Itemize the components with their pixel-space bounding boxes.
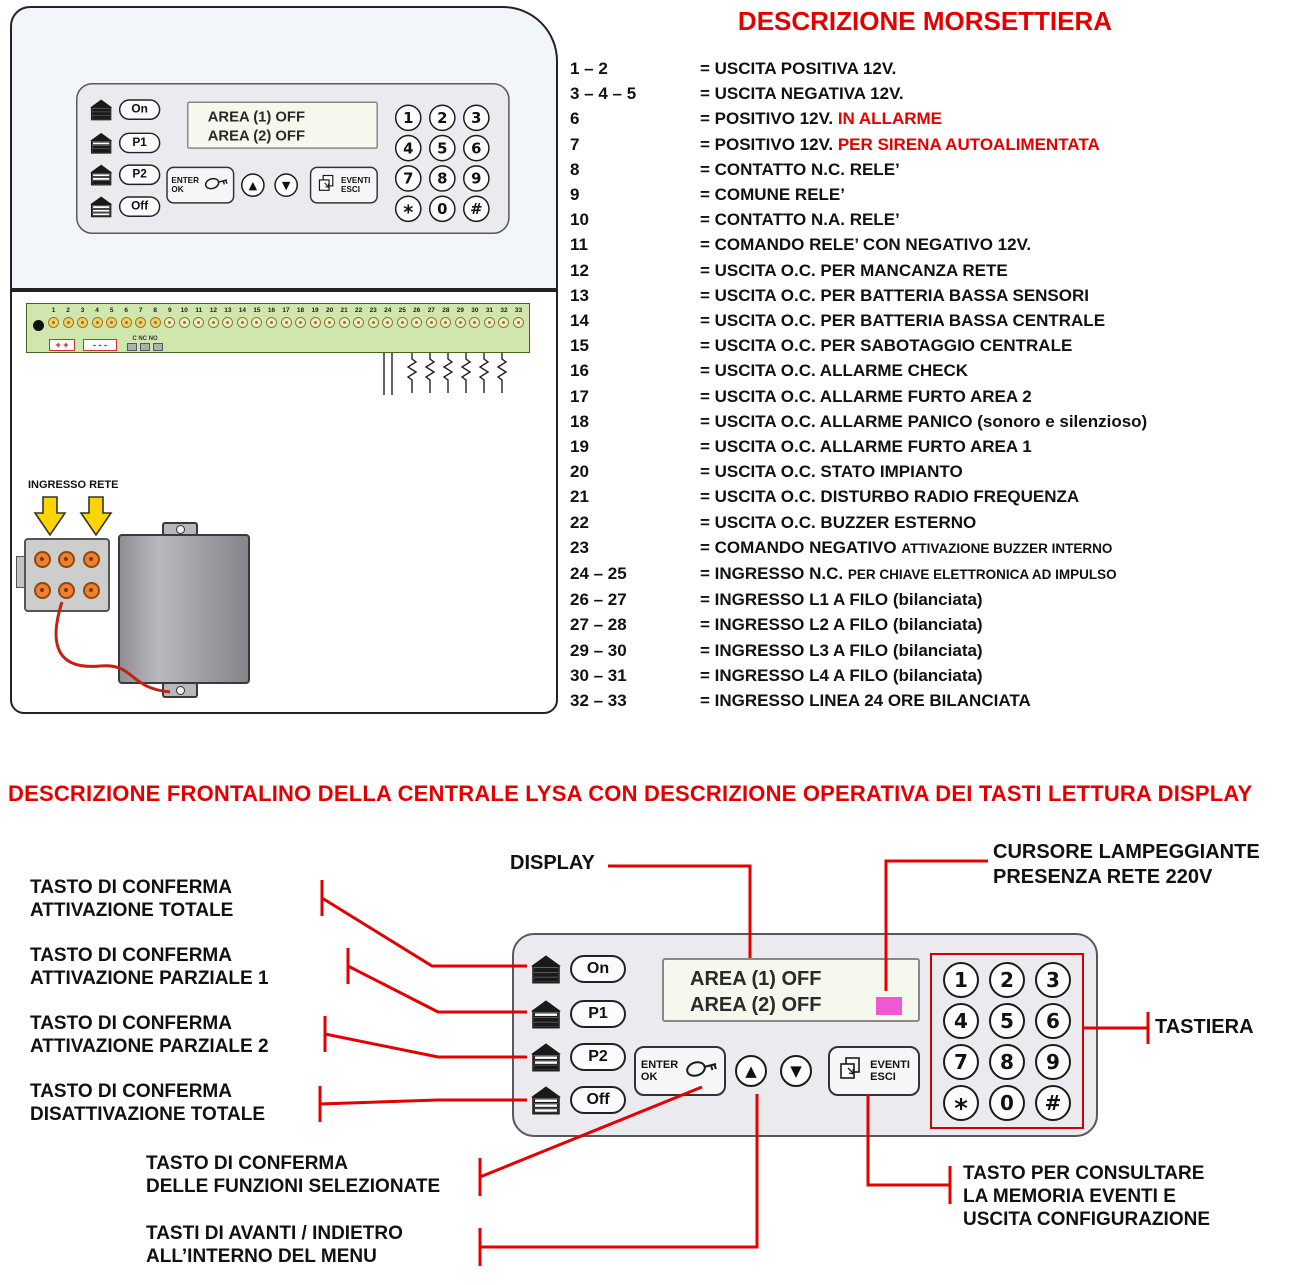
terminal-row [570, 561, 1288, 587]
terminal-22: 22 [352, 307, 365, 328]
terminal-29: 29 [454, 307, 467, 328]
terminal-26: 26 [410, 307, 423, 328]
key-icon [203, 174, 230, 197]
screw-terminal-icon [266, 317, 277, 328]
relay-pads-icon [127, 343, 163, 351]
screw-terminal-icon [353, 317, 364, 328]
terminal-description: = USCITA O.C. PER BATTERIA BASSA SENSORI [700, 285, 1089, 305]
down-arrow-button: ▼ [780, 1055, 812, 1087]
terminal-23: 23 [367, 307, 380, 328]
screw-terminal-icon [48, 317, 59, 328]
front-panel [512, 933, 1098, 1137]
screw-terminal-icon [484, 317, 495, 328]
pages-icon [838, 1056, 864, 1087]
key-icon [683, 1056, 719, 1087]
house-partial1-icon [529, 999, 563, 1029]
terminal-numbers: 32 – 33 [570, 691, 627, 711]
morsettiera-list [570, 56, 1288, 713]
terminal-numbers: 26 – 27 [570, 590, 627, 610]
house-partial1-icon [89, 132, 114, 154]
terminal-numbers: 19 [570, 437, 589, 457]
arm-partial2-row [529, 1042, 626, 1072]
terminal-row [570, 132, 1288, 157]
screw-terminal-icon [179, 317, 190, 328]
red-wire-icon [30, 596, 230, 706]
terminal-description: = CONTATTO N.A. RELE’ [700, 210, 900, 230]
terminal-row [570, 157, 1288, 182]
screw-terminal-icon [469, 317, 480, 328]
terminal-33: 33 [512, 307, 525, 328]
terminal-6: 6 [120, 307, 133, 328]
terminal-description: = INGRESSO L1 A FILO (bilanciata) [700, 590, 983, 610]
terminal-description: = USCITA O.C. PER MANCANZA RETE [700, 260, 1008, 280]
terminal-description: = USCITA O.C. ALLARME FURTO AREA 2 [700, 386, 1032, 406]
terminal-numbers: 6 [570, 109, 580, 129]
key-6: 6 [463, 134, 490, 161]
terminal-description: = INGRESSO L3 A FILO (bilanciata) [700, 640, 983, 660]
lcd-display [662, 958, 920, 1022]
relay-terminals [127, 336, 163, 351]
disarm-row [529, 1085, 626, 1115]
enter-ok-label: ENTER OK [640, 1059, 679, 1083]
key-7: 7 [943, 1044, 979, 1080]
terminal-row [570, 333, 1288, 358]
terminal-24: 24 [381, 307, 394, 328]
terminal-numbers: 12 [570, 260, 589, 280]
key-star: * [943, 1085, 979, 1121]
key-3: 3 [1035, 962, 1071, 998]
connector-pin-icon [34, 551, 51, 568]
house-open-icon [529, 1085, 563, 1115]
key-hash: # [1035, 1085, 1071, 1121]
eventi-esci-button [828, 1046, 920, 1096]
numeric-keypad [385, 98, 499, 228]
terminal-row [570, 182, 1288, 207]
terminal-description: = INGRESSO L2 A FILO (bilanciata) [700, 615, 983, 635]
plus-terminals-label: + + [49, 339, 75, 351]
terminal-numbers: 13 [570, 285, 589, 305]
terminal-numbers: 8 [570, 159, 580, 179]
terminal-18: 18 [294, 307, 307, 328]
terminal-25: 25 [396, 307, 409, 328]
terminal-numbers: 14 [570, 311, 589, 331]
terminal-numbers: 1 – 2 [570, 59, 608, 78]
screw-terminal-icon [222, 317, 233, 328]
off-button: Off [570, 1086, 626, 1114]
p2-button: P2 [119, 164, 160, 185]
key-1: 1 [395, 104, 422, 131]
minus-terminals-label: - - - [83, 339, 117, 351]
terminal-9: 9 [163, 307, 176, 328]
callout-arm-total: TASTO DI CONFERMA ATTIVAZIONE TOTALE [30, 877, 234, 921]
terminal-row [570, 56, 1288, 81]
terminal-28: 28 [439, 307, 452, 328]
connector-pin-icon [83, 551, 100, 568]
terminal-description: = COMUNE RELE’ [700, 185, 845, 205]
key-4: 4 [395, 134, 422, 161]
p2-button: P2 [570, 1043, 626, 1071]
screw-terminal-icon [397, 317, 408, 328]
screw-terminal-icon [164, 317, 175, 328]
terminal-description: = USCITA POSITIVA 12V. [700, 59, 897, 78]
terminal-description: = USCITA O.C. ALLARME PANICO (sonoro e silenzioso) [700, 411, 1148, 431]
screw-terminal-icon [368, 317, 379, 328]
terminal-description: = USCITA NEGATIVA 12V. [700, 84, 904, 104]
terminal-numbers: 30 – 31 [570, 665, 627, 685]
screw-terminal-icon [150, 317, 161, 328]
enter-ok-button [634, 1046, 726, 1096]
connector-pin-icon [58, 551, 75, 568]
screw-terminal-icon [324, 317, 335, 328]
terminal-row [570, 232, 1288, 257]
terminal-16: 16 [265, 307, 278, 328]
display-line2: AREA (2) OFF [690, 994, 822, 1016]
off-button: Off [119, 196, 160, 217]
house-full-icon [529, 954, 563, 984]
terminal-row [570, 612, 1288, 637]
callout-event-memory: TASTO PER CONSULTARE LA MEMORIA EVENTI E USCITA CONFIGURAZIONE [963, 1163, 1210, 1230]
callout-menu-arrows: TASTI DI AVANTI / INDIETRO ALL’INTERNO DEL MENU [146, 1223, 403, 1267]
callout-disarm: TASTO DI CONFERMA DISATTIVAZIONE TOTALE [30, 1081, 266, 1125]
key-4: 4 [943, 1003, 979, 1039]
screw-icon [176, 525, 185, 534]
screw-terminal-icon [426, 317, 437, 328]
terminal-20: 20 [323, 307, 336, 328]
terminal-numbers: 20 [570, 462, 589, 482]
front-panel [76, 83, 510, 234]
terminal-row [570, 434, 1288, 459]
terminal-numbers: 29 – 30 [570, 640, 627, 660]
terminal-row [570, 106, 1288, 131]
p1-button: P1 [570, 1000, 626, 1028]
key-hash: # [463, 195, 490, 222]
terminal-row [570, 587, 1288, 612]
callout-mains-cursor: CURSORE LAMPEGGIANTE PRESENZA RETE 220V [993, 841, 1260, 888]
p1-button: P1 [119, 133, 160, 154]
eventi-esci-button [310, 167, 378, 204]
key-star: * [395, 195, 422, 222]
display-line1: AREA (1) OFF [207, 108, 306, 126]
up-arrow-button: ▲ [735, 1055, 767, 1087]
callout-keypad: TASTIERA [1155, 1016, 1254, 1038]
callout-arm-partial2: TASTO DI CONFERMA ATTIVAZIONE PARZIALE 2 [30, 1013, 269, 1057]
callout-enter-ok: TASTO DI CONFERMA DELLE FUNZIONI SELEZIONATE [146, 1153, 441, 1197]
terminal-12: 12 [207, 307, 220, 328]
terminal-row [570, 409, 1288, 434]
terminal-description: = INGRESSO LINEA 24 ORE BILANCIATA [700, 691, 1031, 711]
numeric-keypad [930, 953, 1084, 1129]
terminal-description: = INGRESSO N.C. PER CHIAVE ELETTRONICA AD IMPULSO [700, 564, 1117, 584]
screw-terminal-icon [440, 317, 451, 328]
terminal-cells [47, 307, 525, 328]
terminal-32: 32 [497, 307, 510, 328]
terminal-row [570, 207, 1288, 232]
screw-terminal-icon [498, 317, 509, 328]
enter-ok-label: ENTER OK [171, 176, 199, 194]
terminal-10: 10 [178, 307, 191, 328]
terminal-row [570, 384, 1288, 409]
screw-terminal-icon [193, 317, 204, 328]
mains-input-label: INGRESSO RETE [28, 479, 119, 491]
terminal-numbers: 22 [570, 512, 589, 532]
display-line1: AREA (1) OFF [690, 968, 822, 990]
key-7: 7 [395, 165, 422, 192]
screw-terminal-icon [411, 317, 422, 328]
key-9: 9 [463, 165, 490, 192]
key-5: 5 [989, 1003, 1025, 1039]
terminal-numbers: 17 [570, 386, 589, 406]
screw-terminal-icon [92, 317, 103, 328]
terminal-description: = USCITA O.C. PER BATTERIA BASSA CENTRALE [700, 311, 1106, 331]
key-2: 2 [429, 104, 456, 131]
terminal-row [570, 258, 1288, 283]
terminal-numbers: 10 [570, 210, 589, 230]
terminal-row [570, 81, 1288, 106]
screw-terminal-icon [208, 317, 219, 328]
pages-icon [317, 174, 336, 197]
terminal-4: 4 [91, 307, 104, 328]
terminal-3: 3 [76, 307, 89, 328]
balancing-resistors-icon [372, 353, 524, 399]
lcd-display [187, 102, 378, 149]
terminal-11: 11 [192, 307, 205, 328]
screw-terminal-icon [513, 317, 524, 328]
terminal-row [570, 358, 1288, 383]
screw-terminal-icon [455, 317, 466, 328]
terminal-numbers: 3 – 4 – 5 [570, 84, 637, 104]
eventi-esci-label: EVENTI ESCI [341, 176, 371, 194]
terminal-row [570, 510, 1288, 535]
screw-terminal-icon [295, 317, 306, 328]
terminal-numbers: 16 [570, 361, 589, 381]
terminal-description: = COMANDO NEGATIVO ATTIVAZIONE BUZZER INTERNO [700, 537, 1113, 557]
arm-total-row [89, 99, 161, 121]
screw-terminal-icon [281, 317, 292, 328]
key-5: 5 [429, 134, 456, 161]
eventi-esci-label: EVENTI ESCI [870, 1059, 910, 1083]
section-heading: DESCRIZIONE FRONTALINO DELLA CENTRALE LYSA CON DESCRIZIONE OPERATIVA DEI TASTI LETTURA DISPLAY [8, 781, 1253, 806]
screw-terminal-icon [310, 317, 321, 328]
terminal-row [570, 459, 1288, 484]
terminal-description: = USCITA O.C. DISTURBO RADIO FREQUENZA [700, 487, 1080, 507]
terminal-description: = POSITIVO 12V. IN ALLARME [700, 109, 943, 129]
on-button: On [119, 99, 160, 120]
down-arrow-button: ▼ [274, 173, 298, 197]
terminal-description: = CONTATTO N.C. RELE’ [700, 159, 900, 179]
screw-terminal-icon [77, 317, 88, 328]
screw-terminal-icon [382, 317, 393, 328]
key-8: 8 [989, 1044, 1025, 1080]
arm-partial2-row [89, 164, 161, 186]
display-line2: AREA (2) OFF [207, 128, 306, 145]
terminal-7: 7 [134, 307, 147, 328]
key-0: 0 [429, 195, 456, 222]
disarm-row [89, 195, 161, 217]
terminal-19: 19 [309, 307, 322, 328]
key-0: 0 [989, 1085, 1025, 1121]
terminal-8: 8 [149, 307, 162, 328]
screw-terminal-icon [106, 317, 117, 328]
screw-terminal-icon [121, 317, 132, 328]
terminal-row [570, 535, 1288, 561]
terminal-30: 30 [468, 307, 481, 328]
terminal-numbers: 23 [570, 537, 589, 557]
screw-terminal-icon [237, 317, 248, 328]
enter-ok-button [166, 167, 234, 204]
terminal-row [570, 663, 1288, 688]
terminal-description: = INGRESSO L4 A FILO (bilanciata) [700, 665, 983, 685]
terminal-numbers: 7 [570, 134, 580, 154]
callout-display: DISPLAY [510, 852, 595, 874]
screw-terminal-icon [63, 317, 74, 328]
house-full-icon [89, 99, 114, 121]
terminal-15: 15 [250, 307, 263, 328]
house-partial2-icon [529, 1042, 563, 1072]
terminal-description: = USCITA O.C. ALLARME CHECK [700, 361, 969, 381]
house-partial2-icon [89, 164, 114, 186]
terminal-description: = USCITA O.C. PER SABOTAGGIO CENTRALE [700, 336, 1073, 356]
terminal-numbers: 9 [570, 185, 580, 205]
terminal-numbers: 11 [570, 235, 588, 255]
screw-terminal-icon [251, 317, 262, 328]
terminal-numbers: 24 – 25 [570, 564, 627, 584]
terminal-strip [26, 303, 530, 353]
key-1: 1 [943, 962, 979, 998]
terminal-row [570, 638, 1288, 663]
terminal-21: 21 [338, 307, 351, 328]
mounting-hole-icon [33, 320, 44, 331]
morsettiera-title: DESCRIZIONE MORSETTIERA [737, 6, 1113, 36]
front-panel-diagram [512, 933, 1098, 1137]
key-2: 2 [989, 962, 1025, 998]
up-arrow-button: ▲ [241, 173, 265, 197]
terminal-row [570, 283, 1288, 308]
relay-label: C NC NO [132, 336, 158, 342]
cabinet-front-panel [76, 83, 510, 234]
terminal-row [570, 688, 1288, 713]
terminal-row [570, 308, 1288, 333]
terminal-numbers: 15 [570, 336, 589, 356]
terminal-description: = USCITA O.C. BUZZER ESTERNO [700, 512, 977, 532]
terminal-numbers: 18 [570, 411, 589, 431]
terminal-14: 14 [236, 307, 249, 328]
terminal-2: 2 [62, 307, 75, 328]
callout-arm-partial1: TASTO DI CONFERMA ATTIVAZIONE PARZIALE 1 [30, 945, 269, 989]
mains-cursor [876, 997, 902, 1015]
terminal-numbers: 27 – 28 [570, 615, 627, 635]
key-9: 9 [1035, 1044, 1071, 1080]
terminal-description: = POSITIVO 12V. PER SIRENA AUTOALIMENTATA [700, 134, 1100, 154]
on-button: On [570, 955, 626, 983]
screw-terminal-icon [135, 317, 146, 328]
arm-total-row [529, 954, 626, 984]
screw-terminal-icon [339, 317, 350, 328]
key-8: 8 [429, 165, 456, 192]
yellow-down-arrow-icon [30, 496, 122, 538]
house-open-icon [89, 195, 114, 217]
terminal-description: = USCITA O.C. STATO IMPIANTO [700, 462, 963, 482]
terminal-numbers: 21 [570, 487, 589, 507]
terminal-1: 1 [47, 307, 60, 328]
key-6: 6 [1035, 1003, 1071, 1039]
arm-partial1-row [89, 132, 161, 154]
terminal-description: = COMANDO RELE’ CON NEGATIVO 12V. [700, 235, 1032, 255]
key-3: 3 [463, 104, 490, 131]
terminal-description: = USCITA O.C. ALLARME FURTO AREA 1 [700, 437, 1032, 457]
arm-partial1-row [529, 999, 626, 1029]
terminal-row [570, 484, 1288, 509]
terminal-5: 5 [105, 307, 118, 328]
terminal-13: 13 [221, 307, 234, 328]
terminal-17: 17 [280, 307, 293, 328]
terminal-27: 27 [425, 307, 438, 328]
terminal-31: 31 [483, 307, 496, 328]
